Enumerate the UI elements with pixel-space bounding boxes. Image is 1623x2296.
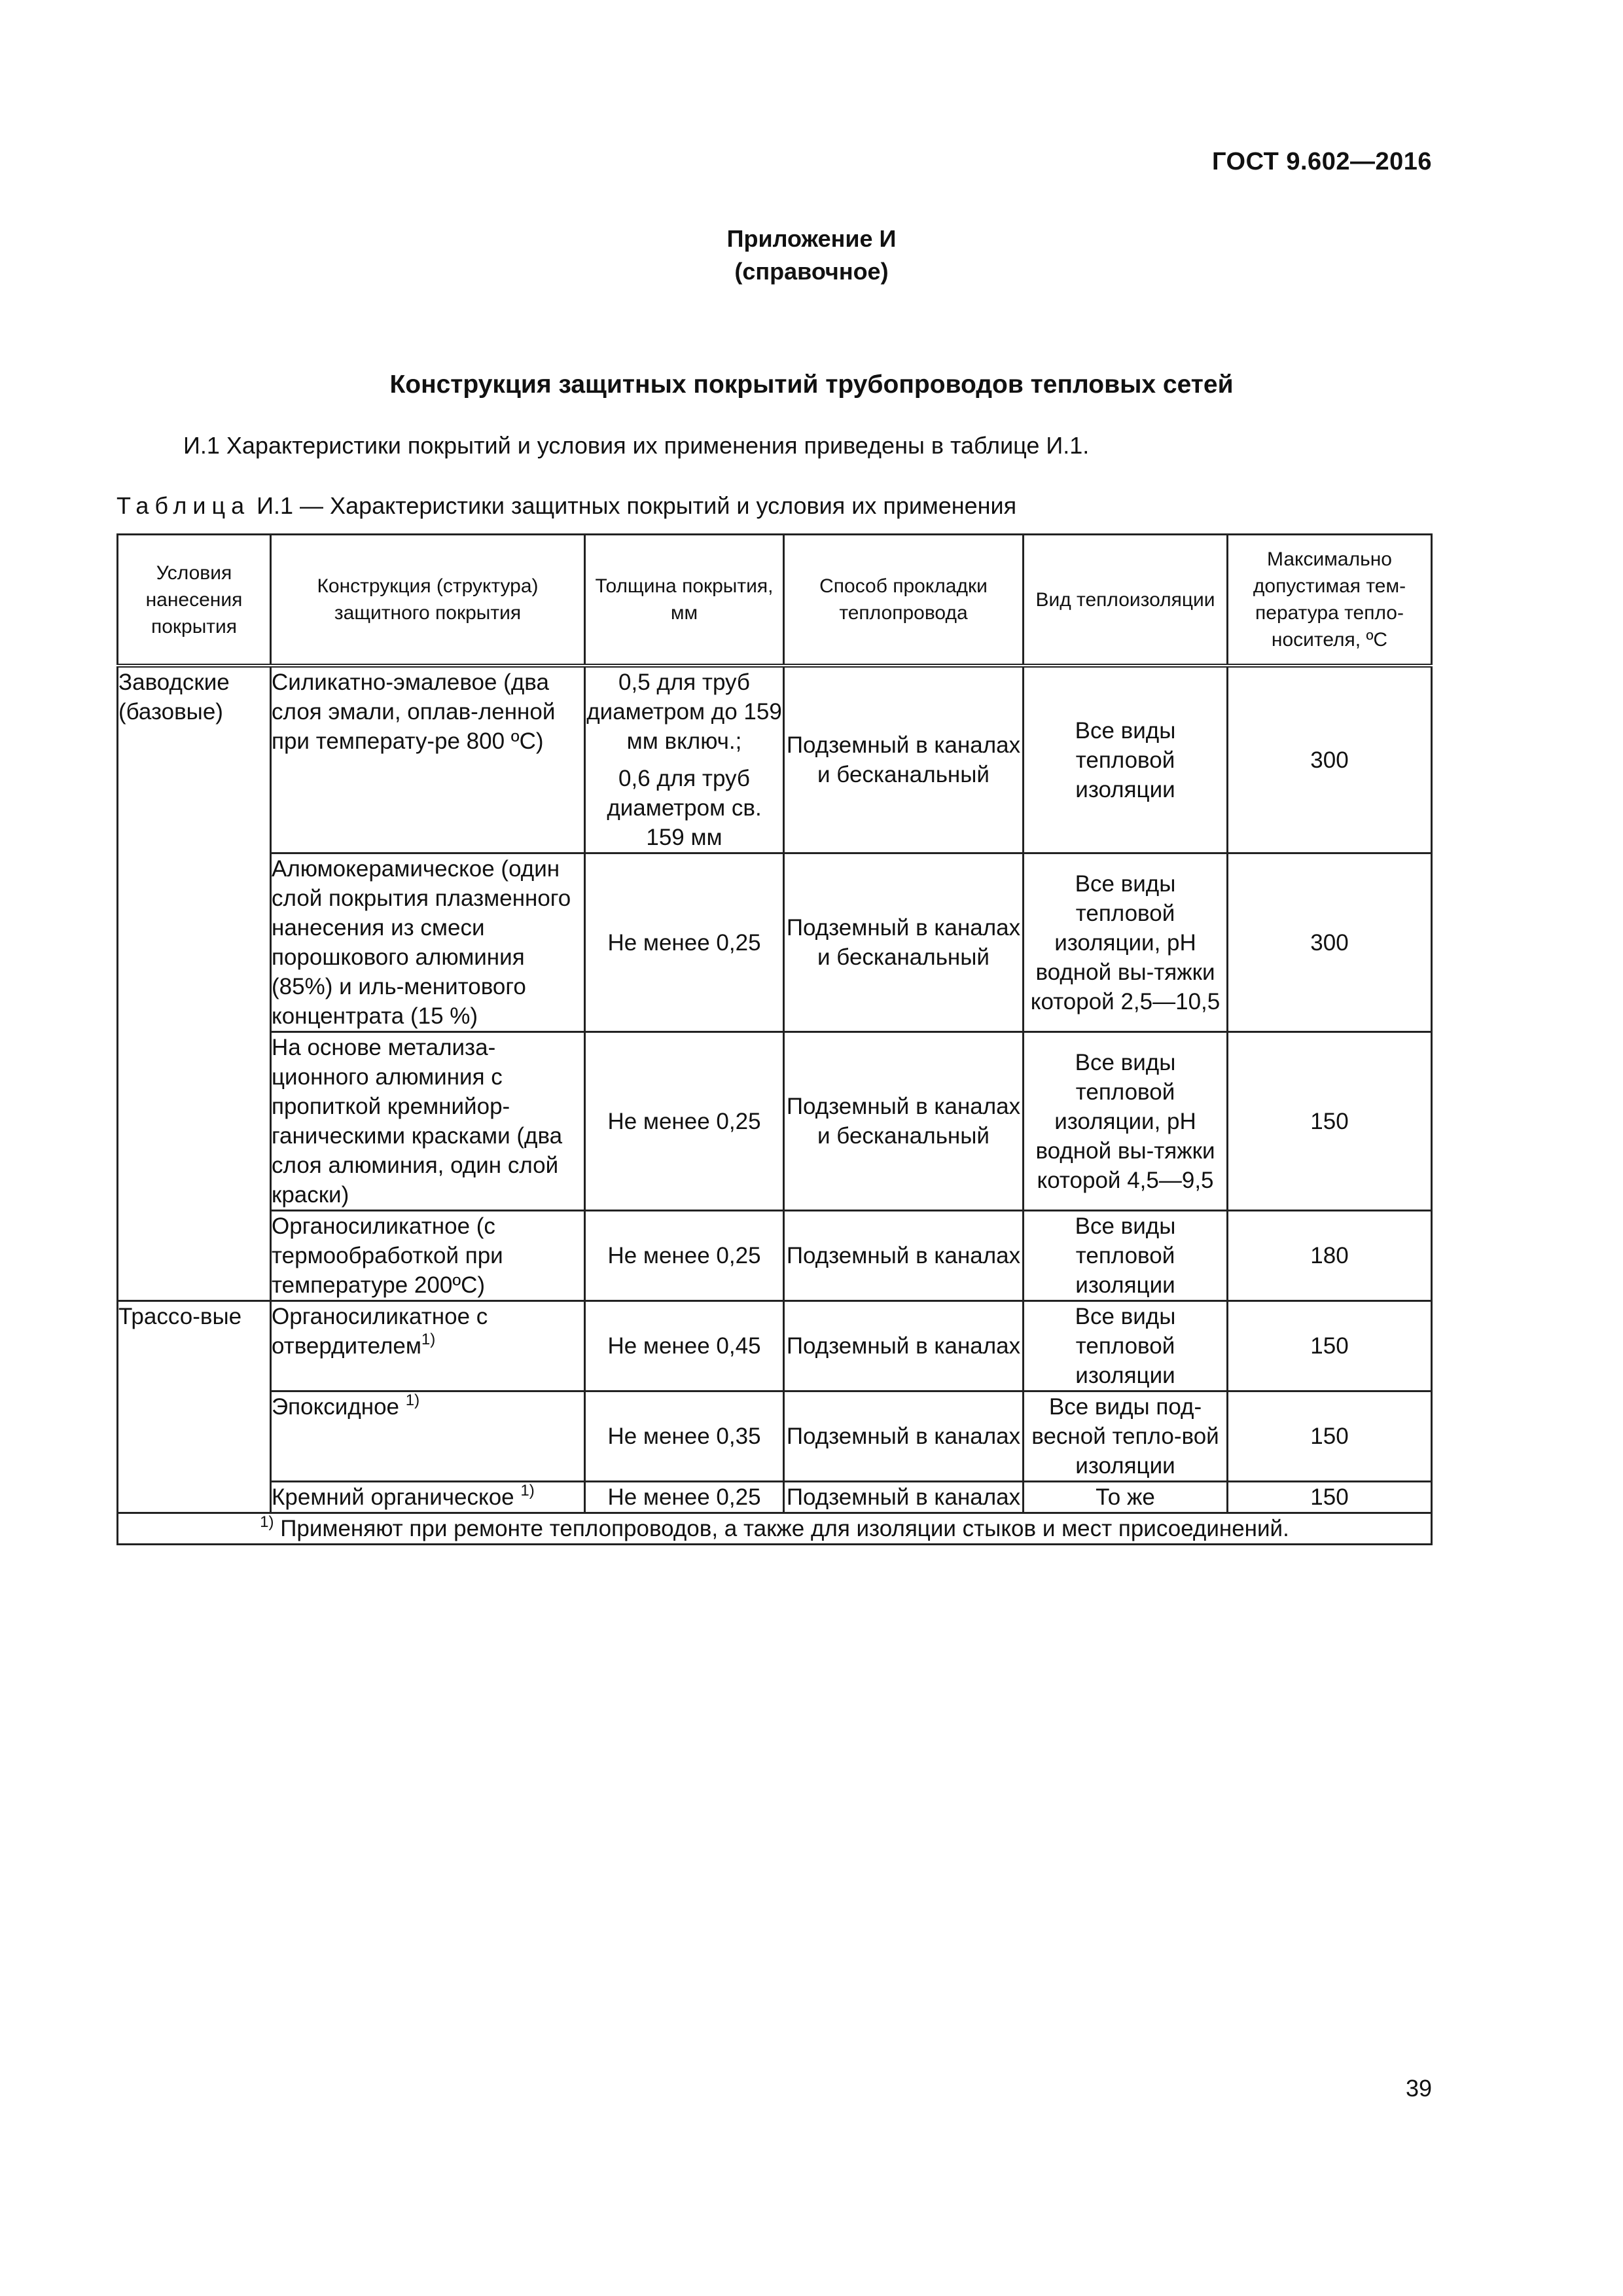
thickness-line: 0,6 для труб диаметром св. 159 мм <box>607 766 762 850</box>
max-temp-cell: 150 <box>1228 1482 1432 1513</box>
insulation-cell: Все виды тепловой изоляции, рН водной вы-тяжки которой 2,5—10,5 <box>1024 853 1228 1032</box>
table-row <box>118 1482 1432 1513</box>
footnote-mark: 1) <box>260 1513 274 1531</box>
max-temp-cell: 300 <box>1228 666 1432 853</box>
table-header-row <box>118 535 1432 666</box>
section-title: Конструкция защитных покрытий трубопроводов тепловых сетей <box>389 370 1234 399</box>
page-number: 39 <box>1405 2075 1432 2102</box>
method-cell: Подземный в каналах <box>784 1211 1024 1301</box>
condition-field: Трассо-вые <box>118 1301 271 1513</box>
table-footnote-row <box>118 1513 1432 1545</box>
annex-type: (справочное) <box>734 258 889 285</box>
table-row <box>118 853 1432 1032</box>
construction-cell: Алюмокерамическое (один слой покрытия плазменного нанесения из смеси порошкового алюминия (85%) и иль-менитового концентрата (15 %) <box>271 853 585 1032</box>
max-temp-cell: 180 <box>1228 1211 1432 1301</box>
method-cell: Подземный в каналах <box>784 1391 1024 1482</box>
footnote-ref: 1) <box>405 1391 420 1409</box>
insulation-cell: Все виды тепловой изоляции <box>1024 666 1228 853</box>
header-thickness: Толщина покрытия, мм <box>585 535 784 666</box>
method-cell: Подземный в каналах <box>784 1301 1024 1391</box>
condition-factory: Заводские (базовые) <box>118 666 271 1301</box>
table-row <box>118 1301 1432 1391</box>
table-footnote <box>118 1513 1432 1545</box>
construction-text: Органосиликатное с отвердителем <box>272 1304 488 1359</box>
thickness-line: 0,5 для труб диаметром до 159 мм включ.; <box>586 670 782 754</box>
table-caption-text: И.1 — Характеристики защитных покрытий и условия их применения <box>250 492 1017 519</box>
thickness-cell <box>585 666 784 853</box>
method-cell: Подземный в каналах и бесканальный <box>784 1032 1024 1211</box>
thickness-cell: Не менее 0,25 <box>585 1032 784 1211</box>
header-condition: Условия нанесения покрытия <box>118 535 271 666</box>
document-code: ГОСТ 9.602—2016 <box>1212 148 1432 175</box>
insulation-cell: Все виды тепловой изоляции <box>1024 1301 1228 1391</box>
construction-cell: Органосиликатное (с термообработкой при температуре 200ºС) <box>271 1211 585 1301</box>
construction-cell: На основе метализа-ционного алюминия с пропиткой кремнийор-ганическими красками (два слоя алюминия, один слой краски) <box>271 1032 585 1211</box>
construction-cell <box>271 1391 585 1482</box>
method-cell: Подземный в каналах и бесканальный <box>784 666 1024 853</box>
table-caption <box>116 492 1016 520</box>
thickness-cell: Не менее 0,25 <box>585 1211 784 1301</box>
footnote-ref: 1) <box>520 1482 535 1499</box>
method-cell: Подземный в каналах <box>784 1482 1024 1513</box>
insulation-cell: То же <box>1024 1482 1228 1513</box>
max-temp-cell: 150 <box>1228 1032 1432 1211</box>
construction-text: Эпоксидное <box>272 1394 406 1420</box>
header-construction: Конструкция (структура) защитного покрытия <box>271 535 585 666</box>
header-insulation: Вид теплоизоляции <box>1024 535 1228 666</box>
construction-cell <box>271 1301 585 1391</box>
footnote-ref: 1) <box>421 1331 436 1348</box>
annex-heading <box>0 223 1623 288</box>
table-caption-word: Таблица <box>116 492 251 519</box>
thickness-cell: Не менее 0,35 <box>585 1391 784 1482</box>
construction-cell: Силикатно-эмалевое (два слоя эмали, оплав-ленной при температу-ре 800 ºС) <box>271 666 585 853</box>
intro-paragraph: И.1 Характеристики покрытий и условия их применения приведены в таблице И.1. <box>183 432 1090 459</box>
annex-title: Приложение И <box>726 225 897 252</box>
construction-cell <box>271 1482 585 1513</box>
table-row <box>118 666 1432 853</box>
max-temp-cell: 150 <box>1228 1391 1432 1482</box>
table-row <box>118 1211 1432 1301</box>
construction-text: Кремний органическое <box>272 1484 521 1510</box>
method-cell: Подземный в каналах и бесканальный <box>784 853 1024 1032</box>
table-row <box>118 1391 1432 1482</box>
header-method: Способ прокладки теплопровода <box>784 535 1024 666</box>
max-temp-cell: 150 <box>1228 1301 1432 1391</box>
thickness-cell: Не менее 0,45 <box>585 1301 784 1391</box>
insulation-cell: Все виды тепловой изоляции, рН водной вы-тяжки которой 4,5—9,5 <box>1024 1032 1228 1211</box>
table-row <box>118 1032 1432 1211</box>
max-temp-cell: 300 <box>1228 853 1432 1032</box>
insulation-cell: Все виды под-весной тепло-вой изоляции <box>1024 1391 1228 1482</box>
insulation-cell: Все виды тепловой изоляции <box>1024 1211 1228 1301</box>
thickness-cell: Не менее 0,25 <box>585 853 784 1032</box>
header-max-temp: Максимально допустимая тем-пература тепло-носителя, ºС <box>1228 535 1432 666</box>
thickness-cell: Не менее 0,25 <box>585 1482 784 1513</box>
footnote-text: Применяют при ремонте теплопроводов, а также для изоляции стыков и мест присоединений. <box>274 1516 1289 1541</box>
coatings-table <box>116 533 1433 1545</box>
